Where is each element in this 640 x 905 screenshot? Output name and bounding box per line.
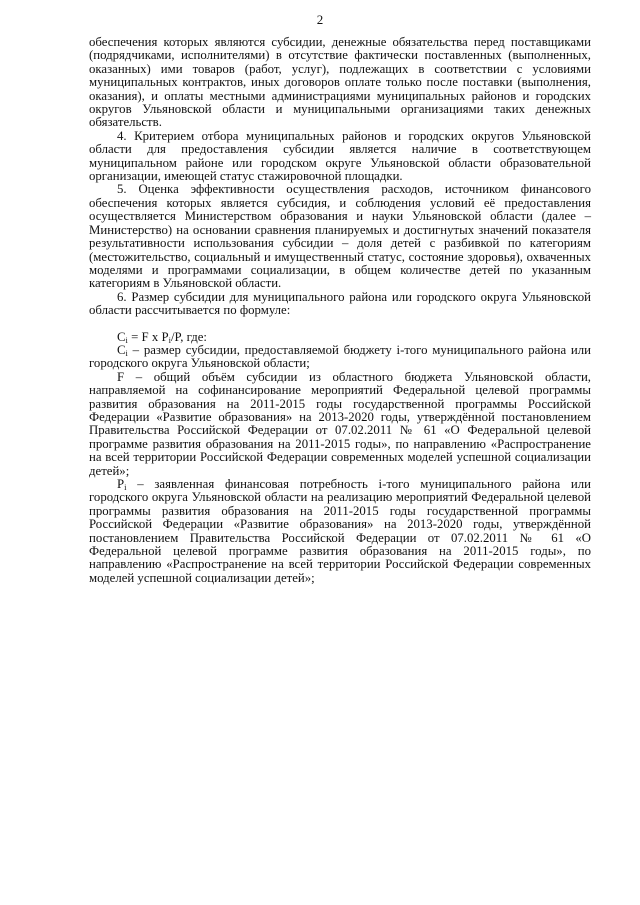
definition-ci-symbol: C xyxy=(117,342,126,357)
definition-pi-symbol: P xyxy=(117,477,125,491)
paragraph-4-selection-criterion: 4. Критерием отбора муниципальных районов и городских округов Ульяновской области для предоставления субсидии является наличие в соответствующем муниципальном районе или городском округе Ульяновской области образовательной организации, имеющей статус стажировочной площадки. xyxy=(89,128,591,184)
page-number: 2 xyxy=(316,12,324,27)
definition-ci xyxy=(89,344,591,371)
definition-pi-subscript: i xyxy=(124,482,127,492)
paragraph-5-efficiency-assessment: 5. Оценка эффективности осуществления расходов, источником финансового обеспечения которых является субсидия, и соблюдения условий её предоставления осуществляется Министерством образования и науки Ульяновской области (далее – Министерство) на основании сравнения планируемых и достигнутых значений показателя результативности использования субсидии – доля детей с разбивкой по категориям (местожительство, социальный и имущественный статус, состояние здоровья), охваченных моделями и программами социализации, в общем количестве детей по указанным категориям в Ульяновской области. xyxy=(89,182,591,291)
formula-symbol-c: C xyxy=(117,329,126,344)
definition-ci-text: – размер субсидии, предоставляемой бюджету i-того муниципального района или городского округа Ульяновской области; xyxy=(89,342,591,371)
paragraph-continuation: обеспечения которых являются субсидии, денежные обязательства перед поставщиками (подрядчиками, исполнителями) в отсутствие фактически поставленных (выполненных, оказанных) ими товаров (работ, услуг), подлежащих в соответствии с условиями муниципальных контрактов, иных договоров оплате только после поставки (выполнения, оказания), и оплаты местными администрациями муниципальных районов и городских округов Ульяновской области и муниципальными организациями таких денежных обязательств. xyxy=(89,35,591,130)
definition-pi-text: – заявленная финансовая потребность i-того муниципального района или городского округа Ульяновской области на реализацию мероприятий Федеральной целевой программы развития образования на 2011-2015 годы государственной программы Российской Федерации «Развитие образования» на 2013-2020 годы, утверждённой постановлением Правительства Российской Федерации от 07.02.2011 № 61 «О Федеральной целевой программе развития образования на 2011-2015 годы», по направлению «Распространение на всей территории Российской Федерации современных моделей успешной социализации детей»; xyxy=(89,477,591,585)
definition-ci-subscript: i xyxy=(125,347,128,358)
formula-tail: /P, где: xyxy=(170,329,207,344)
definition-pi xyxy=(89,478,591,585)
paragraph-6-subsidy-size: 6. Размер субсидии для муниципального района или городского округа Ульяновской области рассчитывается по формуле: xyxy=(89,289,591,318)
formula-middle: = F x P xyxy=(127,329,169,344)
formula-subscript-c: i xyxy=(125,334,128,345)
formula-subscript-p: i xyxy=(168,334,171,345)
formula-line xyxy=(89,331,591,344)
document-body xyxy=(89,36,591,585)
definition-f: F – общий объём субсидии из областного бюджета Ульяновской области, направляемой на софинансирование мероприятий Федеральной целевой программы развития образования на 2011-2015 годы государственной программы Российской Федерации «Развитие образования» на 2013-2020 годы, утверждённой постановлением Правительства Российской Федерации от 07.02.2011 № 61 «О Федеральной целевой программе развития образования на 2011-2015 годы», по направлению «Распространение на всей территории Российской Федерации современных моделей успешной социализации детей»; xyxy=(89,369,591,478)
